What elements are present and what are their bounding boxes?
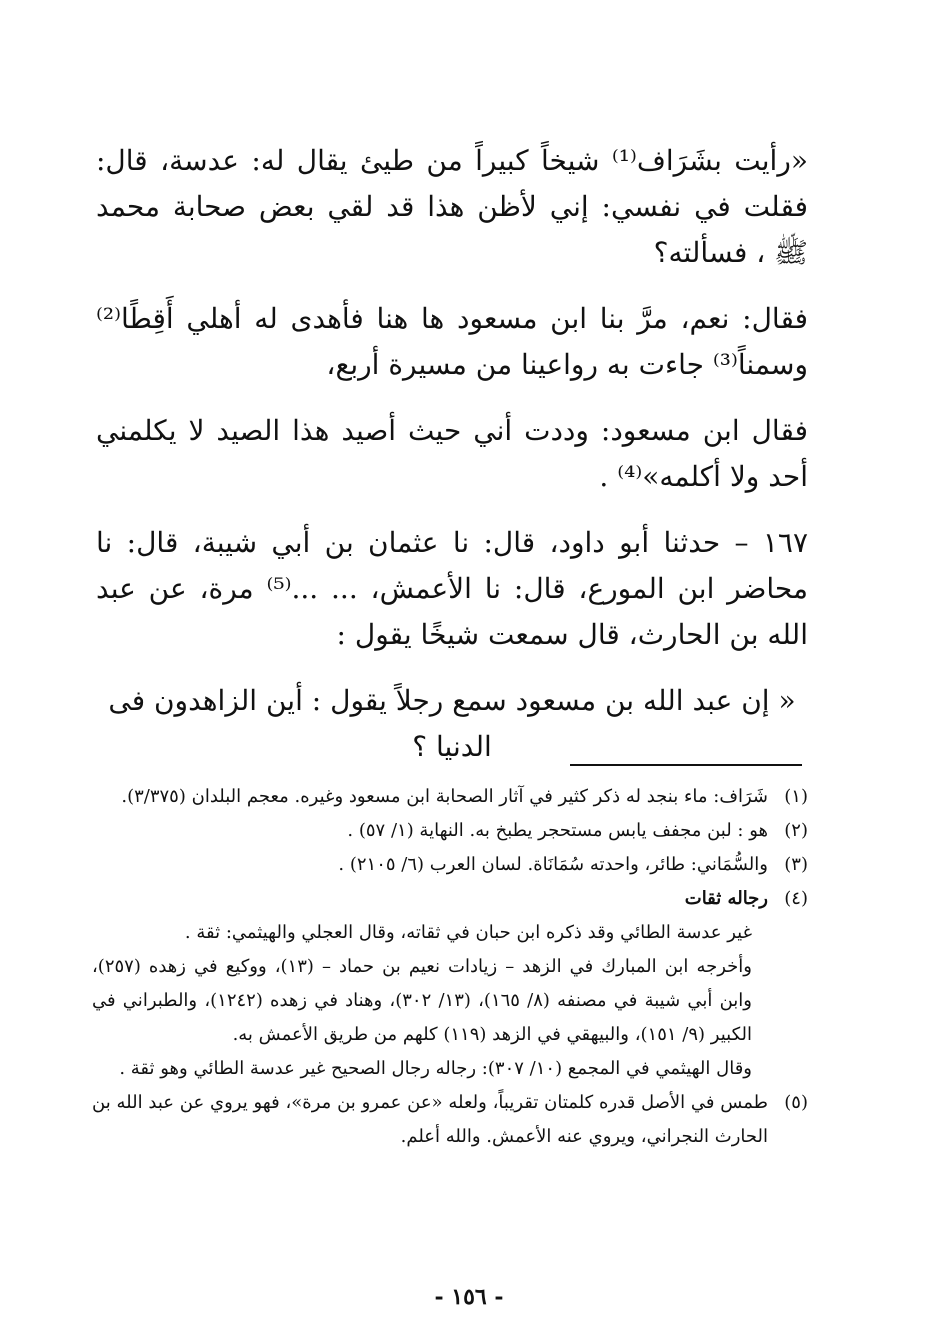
footnote-5 bbox=[92, 1086, 808, 1154]
paragraph-1: «رأيت بشَرَاف⁽¹⁾ شيخاً كبيراً من طيئ يقال له: عدسة، قال: فقلت في نفسي: إني لأظن هذا قد لقي بعض صحابة محمد ﷺ ، فسألته؟ bbox=[96, 144, 808, 269]
footnote-divider bbox=[570, 764, 802, 766]
footnote-4 bbox=[92, 882, 808, 916]
paragraph-3: فقال ابن مسعود: وددت أني حيث أصيد هذا الصيد لا يكلمني أحد ولا أكلمه»⁽⁴⁾ . bbox=[96, 414, 808, 493]
footnote-text: هو : لبن مجفف يابس مستحجر يطبخ به. النهاية (١/ ٥٧) . bbox=[347, 820, 768, 841]
paragraph-2: فقال: نعم، مرَّ بنا ابن مسعود ها هنا فأهدى له أهلي أَقِطًا⁽²⁾ وسمناً⁽³⁾ جاءت به رواعينا من مسيرة أربع، bbox=[96, 302, 808, 381]
main-text bbox=[96, 138, 808, 790]
quoted-line: « إن عبد الله بن مسعود سمع رجلاً يقول : أين الزاهدون فى الدنيا ؟ bbox=[108, 684, 796, 763]
footnote-2 bbox=[92, 814, 808, 848]
footnote-title: رجاله ثقات bbox=[684, 888, 768, 909]
footnote-number: (٢) bbox=[784, 820, 808, 841]
footnote-4-line-3: وقال الهيثمي في المجمع (١٠/ ٣٠٧): رجاله رجال الصحيح غير عدسة الطائي وهو ثقة . bbox=[119, 1058, 752, 1079]
footnote-number: (١) bbox=[784, 786, 808, 807]
footnote-number: (٣) bbox=[784, 854, 808, 875]
footnote-number: (٥) bbox=[784, 1092, 808, 1113]
page-number: - ١٥٦ - bbox=[434, 1284, 504, 1310]
footnotes bbox=[92, 780, 808, 1154]
footnote-text: طمس في الأصل قدره كلمتان تقريباً، ولعله «عن عمرو بن مرة»، فهو يروي عن عبد الله بن الحارث النجراني، ويروي عنه الأعمش. والله أعلم. bbox=[92, 1092, 768, 1147]
footnote-number: (٤) bbox=[784, 888, 808, 909]
footnote-3 bbox=[92, 848, 808, 882]
paragraph-4: ١٦٧ – حدثنا أبو داود، قال: نا عثمان بن أبي شيبة، قال: نا محاضر ابن المورع، قال: نا الأعمش، ... ...⁽⁵⁾ مرة، عن عبد الله بن الحارث، قال سمعت شيخًا يقول : bbox=[96, 526, 809, 651]
footnote-4-line-1: غير عدسة الطائي وقد ذكره ابن حبان في ثقاته، وقال العجلي والهيثمي: ثقة . bbox=[184, 922, 752, 943]
footnote-1 bbox=[92, 780, 808, 814]
footnote-4-line-2: وأخرجه ابن المبارك في الزهد – زيادات نعيم بن حماد – (١٣)، ووكيع في زهده (٢٥٧)، وابن أبي شيبة في مصنفه (٨/ ١٦٥)، (١٣/ ٣٠٢)، وهناد في زهده (١٢٤٢)، والطبراني في الكبير (٩/ ١٥١)، والبيهقي في الزهد (١١٩) كلهم من طريق الأعمش به. bbox=[92, 956, 752, 1045]
footnote-text: والسُّمَاني: طائر، واحدته سُمَانَاة. لسان العرب (٦/ ٢١٠٥) . bbox=[338, 854, 768, 875]
footnote-text: شَرَاف: ماء بنجد له ذكر كثير في آثار الصحابة ابن مسعود وغيره. معجم البلدان (٣/٣٧٥). bbox=[121, 786, 768, 807]
